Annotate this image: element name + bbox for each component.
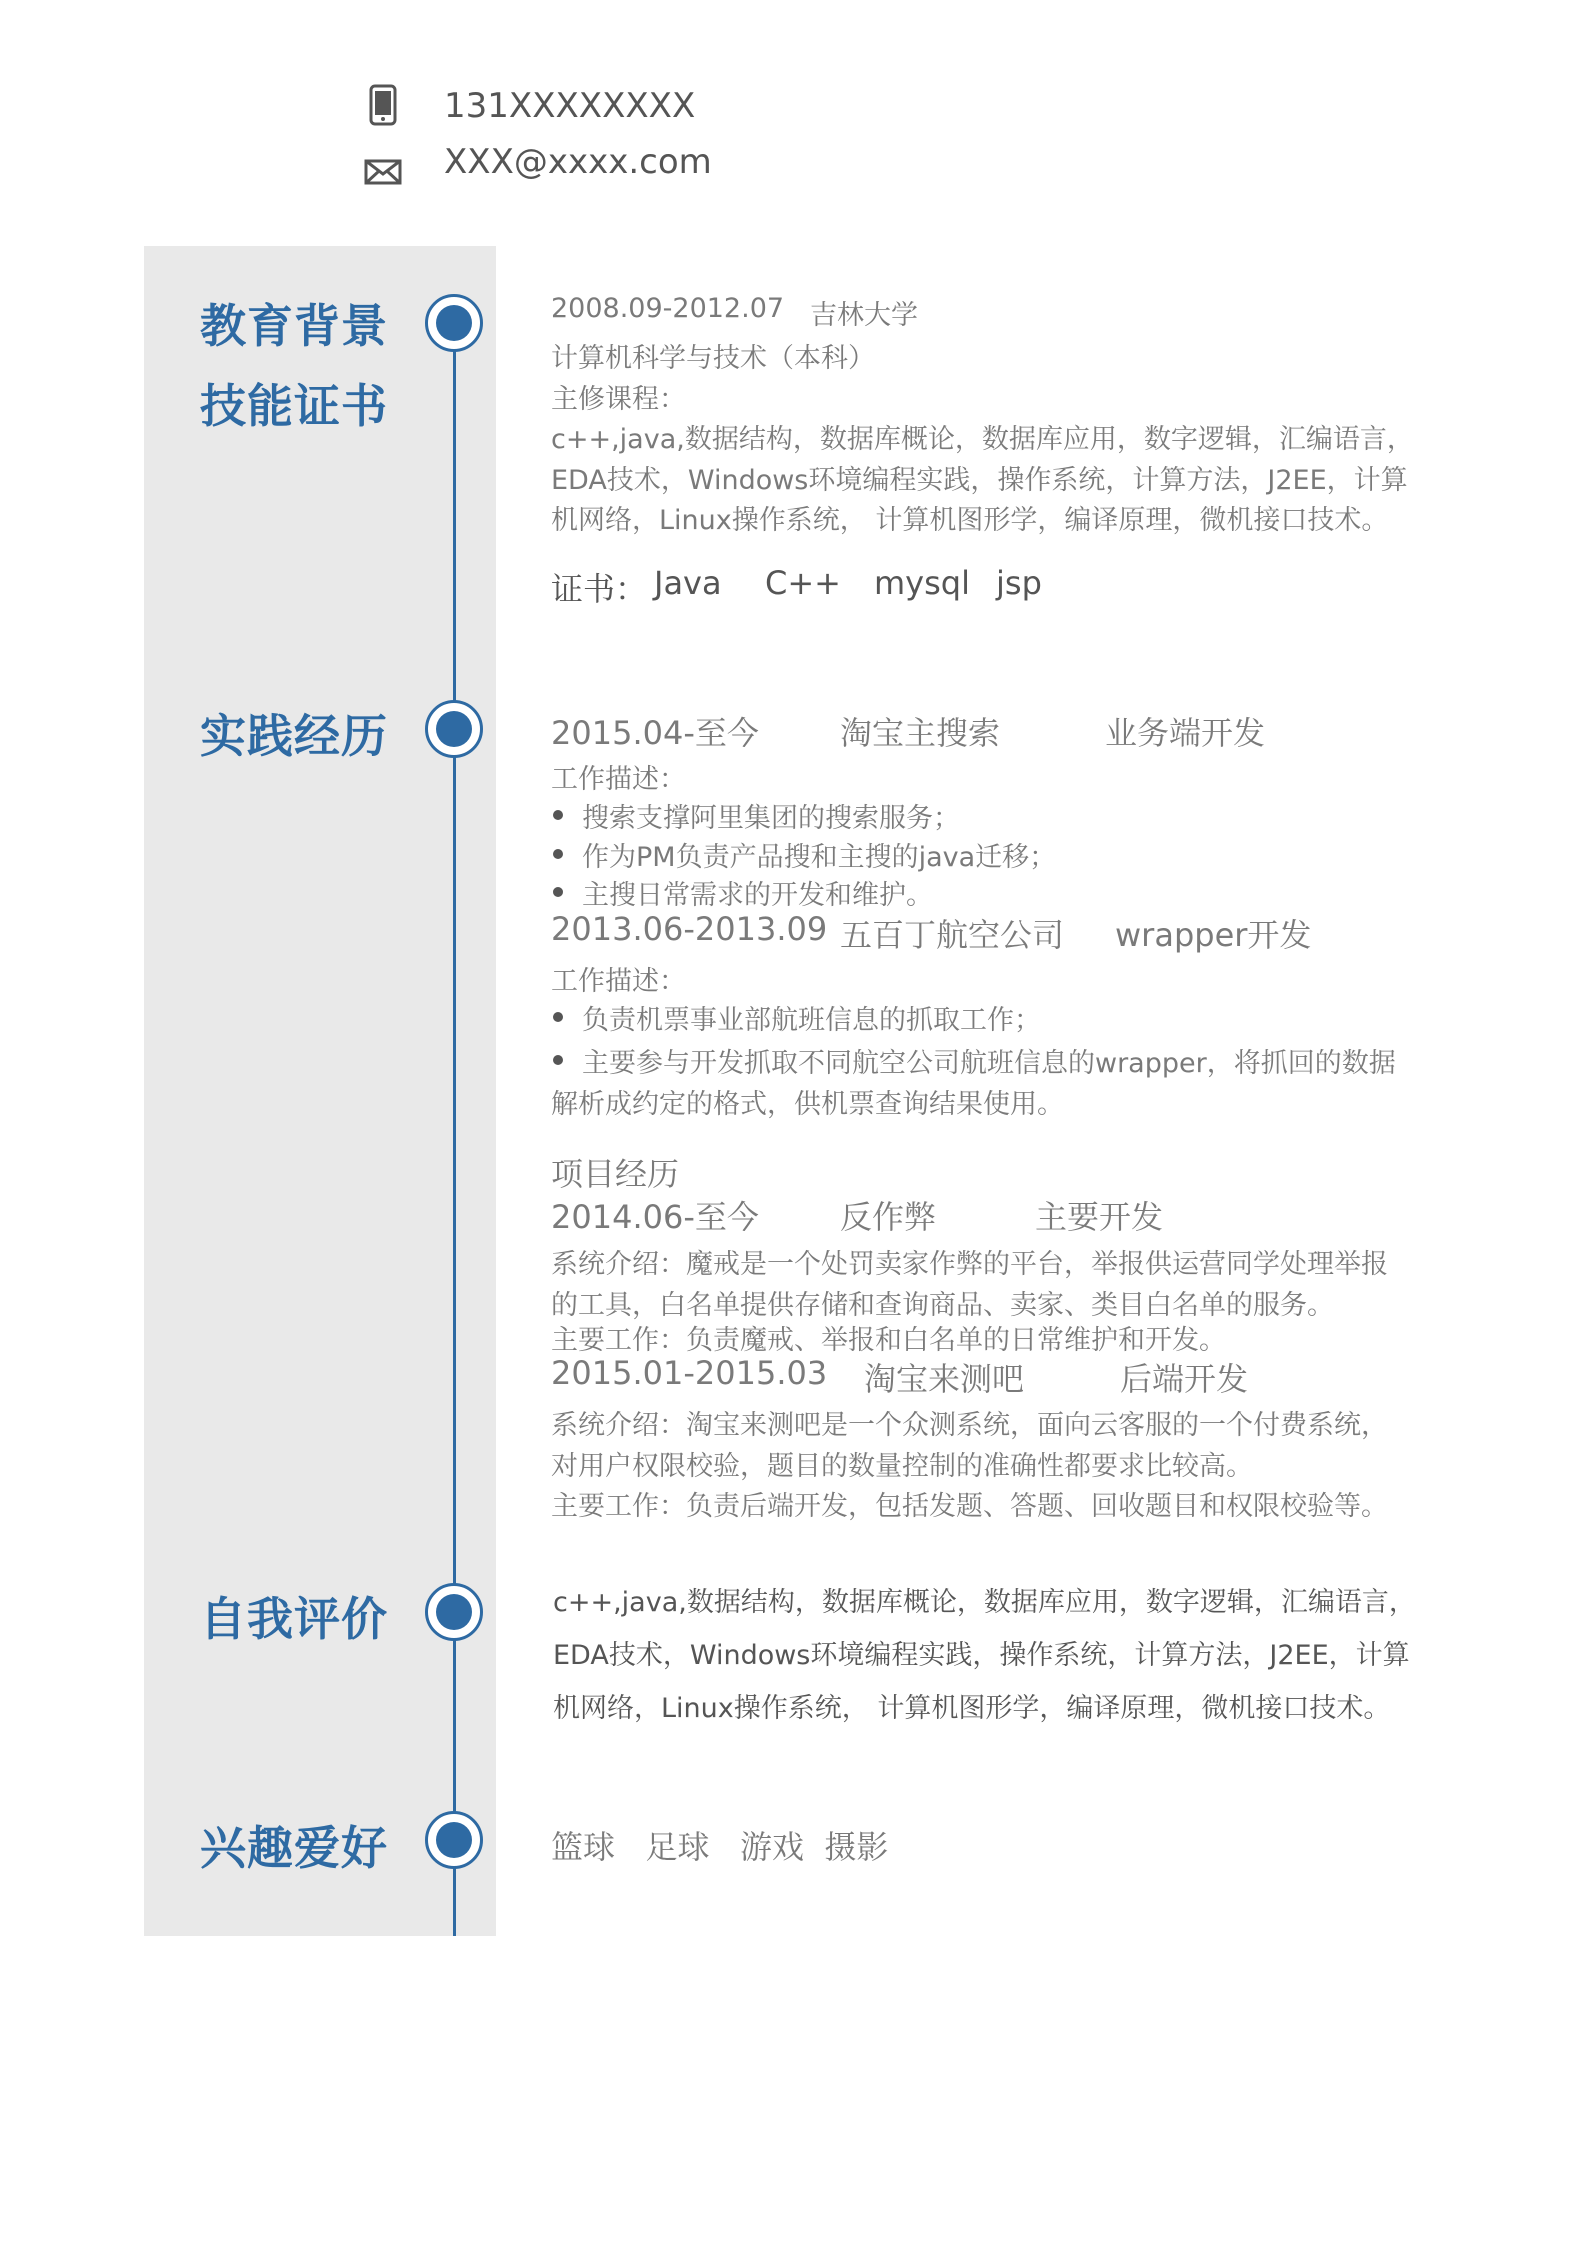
project-period: 2014.06-至今 xyxy=(551,1198,759,1236)
project-line: 主要工作：负责魔戒、举报和白名单的日常维护和开发。 xyxy=(551,1325,1226,1356)
bullet-dot xyxy=(553,887,563,897)
education-major: 计算机科学与技术（本科） xyxy=(551,343,875,374)
certificate-item: jsp xyxy=(996,564,1042,602)
phone-number: 131XXXXXXXX xyxy=(444,86,696,126)
education-school: 吉林大学 xyxy=(810,300,918,331)
timeline-line xyxy=(453,320,456,1936)
job-desc-label: 工作描述： xyxy=(551,966,686,997)
certificate-item: mysql xyxy=(874,564,970,602)
courses-line: 机网络，Linux操作系统， 计算机图形学，编译原理，微机接口技术。 xyxy=(551,505,1389,536)
job-company: 五百丁航空公司 xyxy=(840,916,1065,954)
bullet-dot xyxy=(553,810,563,820)
timeline-node-hobby xyxy=(425,1811,483,1869)
bullet-dot xyxy=(553,849,563,859)
job-bullet: 主要参与开发抓取不同航空公司航班信息的wrapper，将抓回的数据 xyxy=(582,1048,1396,1079)
job-desc-label: 工作描述： xyxy=(551,764,686,795)
self-eval-line: EDA技术，Windows环境编程实践，操作系统，计算方法，J2EE，计算 xyxy=(553,1640,1410,1671)
section-title-self: 自我评价 xyxy=(200,1592,388,1646)
timeline-node-practice xyxy=(425,700,483,758)
project-role: 主要开发 xyxy=(1035,1198,1164,1236)
job-bullet: 负责机票事业部航班信息的抓取工作； xyxy=(582,1005,1041,1036)
courses-line: c++,java,数据结构，数据库概论，数据库应用，数字逻辑，汇编语言， xyxy=(551,424,1414,455)
job-period: 2013.06-2013.09 xyxy=(551,910,828,948)
timeline-node-self xyxy=(425,1583,483,1641)
education-period: 2008.09-2012.07 xyxy=(551,293,785,324)
section-title-skills: 技能证书 xyxy=(200,379,388,433)
bullet-dot xyxy=(553,1012,563,1022)
envelope-icon xyxy=(364,158,402,186)
project-line: 系统介绍：魔戒是一个处罚卖家作弊的平台，举报供运营同学处理举报 xyxy=(551,1249,1388,1280)
bullet-dot xyxy=(553,1055,563,1065)
self-eval-line: 机网络，Linux操作系统， 计算机图形学，编译原理，微机接口技术。 xyxy=(553,1693,1391,1724)
project-line: 的工具，白名单提供存储和查询商品、卖家、类目白名单的服务。 xyxy=(551,1290,1334,1321)
job-bullet-continuation: 解析成约定的格式，供机票查询结果使用。 xyxy=(551,1089,1064,1120)
job-role: wrapper开发 xyxy=(1115,916,1312,954)
job-company: 淘宝主搜索 xyxy=(840,714,1001,752)
project-role: 后端开发 xyxy=(1120,1360,1249,1398)
section-title-practice: 实践经历 xyxy=(200,709,388,763)
section-title-education: 教育背景 xyxy=(200,299,388,353)
project-name: 反作弊 xyxy=(840,1198,937,1236)
certificate-item: C++ xyxy=(765,564,841,602)
project-line: 对用户权限校验，题目的数量控制的准确性都要求比较高。 xyxy=(551,1451,1253,1482)
project-line: 主要工作：负责后端开发，包括发题、答题、回收题目和权限校验等。 xyxy=(551,1491,1388,1522)
job-role: 业务端开发 xyxy=(1105,714,1266,752)
projects-title: 项目经历 xyxy=(551,1155,680,1193)
project-name: 淘宝来测吧 xyxy=(864,1360,1025,1398)
section-title-hobby: 兴趣爱好 xyxy=(200,1821,388,1875)
hobbies-text: 篮球 足球 游戏 摄影 xyxy=(551,1828,889,1866)
courses-label: 主修课程： xyxy=(551,384,686,415)
job-bullet: 搜索支撑阿里集团的搜索服务； xyxy=(582,803,960,834)
timeline-node-education xyxy=(425,294,483,352)
certificate-item: Java xyxy=(654,564,722,602)
project-line: 系统介绍：淘宝来测吧是一个众测系统，面向云客服的一个付费系统， xyxy=(551,1410,1388,1441)
email-address: XXX@xxxx.com xyxy=(444,142,712,182)
self-eval-line: c++,java,数据结构，数据库概论，数据库应用，数字逻辑，汇编语言， xyxy=(553,1587,1416,1618)
job-bullet: 主搜日常需求的开发和维护。 xyxy=(582,880,933,911)
project-period: 2015.01-2015.03 xyxy=(551,1354,828,1392)
sidebar-panel xyxy=(144,246,496,1936)
job-bullet: 作为PM负责产品搜和主搜的java迁移； xyxy=(582,842,1057,873)
phone-icon xyxy=(368,84,398,126)
courses-line: EDA技术，Windows环境编程实践，操作系统，计算方法，J2EE，计算 xyxy=(551,465,1408,496)
job-period: 2015.04-至今 xyxy=(551,714,759,752)
certificate-label: 证书： xyxy=(551,570,648,608)
